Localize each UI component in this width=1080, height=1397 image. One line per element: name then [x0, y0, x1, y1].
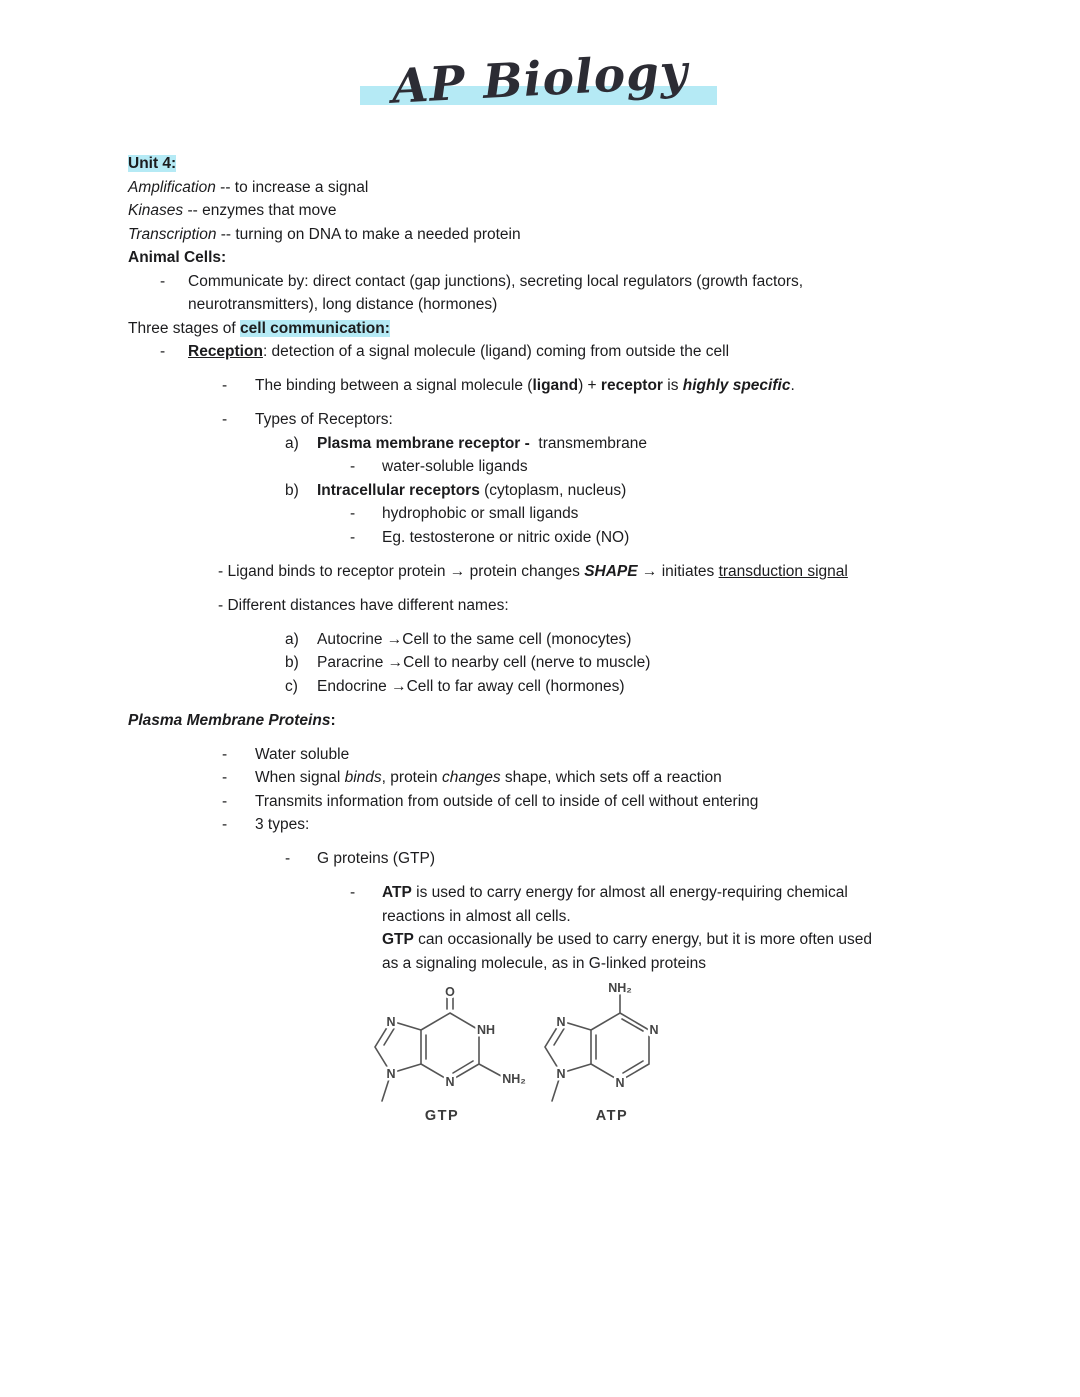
note-block — [128, 847, 1010, 871]
line-text — [128, 709, 336, 733]
text-run: 3 types: — [255, 816, 310, 833]
text-run: reactions in almost all cells. — [382, 907, 571, 925]
note-line — [128, 905, 1010, 929]
text-run: Amplification — [128, 178, 216, 196]
note-line — [128, 813, 1010, 837]
text-run: - Different distances have different names: — [218, 596, 509, 614]
atp-atom-n9: N — [556, 1067, 566, 1081]
note-line — [128, 408, 1010, 432]
text-run: Water soluble — [255, 745, 350, 763]
note-block — [128, 881, 1010, 975]
page-title: AP Biology — [390, 44, 690, 115]
gtp-atom-n9: N — [386, 1067, 396, 1081]
line-text — [128, 317, 390, 341]
text-run: -- enzymes that move — [183, 202, 337, 219]
gtp-structure-diagram — [362, 979, 532, 1124]
line-text — [317, 651, 650, 675]
gtp-atom-n7: N — [386, 1015, 396, 1029]
text-run: Autocrine →Cell to the same cell (monocytes) — [317, 630, 632, 648]
text-run: ATP — [382, 884, 412, 901]
bullet-marker: c) — [285, 677, 298, 695]
text-run: -- to increase a signal — [215, 178, 369, 196]
text-run: Animal Cells: — [128, 249, 227, 266]
line-text — [317, 432, 647, 456]
bullet-marker: - — [160, 343, 166, 360]
bullet-marker: - — [222, 769, 228, 786]
bullet-marker: a) — [285, 434, 299, 452]
note-line — [128, 432, 1010, 456]
note-block — [128, 408, 1010, 549]
note-block — [128, 628, 1010, 699]
header — [128, 0, 1010, 152]
note-line — [128, 526, 1010, 550]
gtp-atom-nh2: NH₂ — [502, 1072, 526, 1086]
text-run: -- turning on DNA to make a needed protein — [216, 225, 521, 243]
line-text — [382, 952, 706, 976]
text-run: is — [662, 377, 683, 394]
note-line — [128, 766, 1010, 790]
note-line — [128, 628, 1010, 652]
line-text — [128, 223, 521, 247]
bullet-marker: - — [222, 377, 228, 394]
text-run: G proteins (GTP) — [317, 850, 435, 867]
note-block — [128, 560, 1010, 584]
atp-atom-n3: N — [615, 1076, 625, 1090]
note-line — [128, 790, 1010, 814]
text-run: - Ligand binds to receptor protein → protein changes — [218, 562, 585, 580]
text-run: binds — [344, 769, 382, 786]
atp-label: ATP — [595, 1108, 629, 1124]
line-text — [128, 152, 176, 176]
atp-atom-n1: N — [649, 1023, 659, 1037]
text-run: Transmits information from outside of cell to inside of cell without entering — [255, 792, 759, 810]
text-run: ) + — [578, 377, 601, 394]
text-run: Unit 4: — [128, 155, 177, 172]
text-run: ligand — [532, 377, 579, 394]
note-line — [128, 374, 1010, 398]
text-run: receptor — [600, 377, 663, 394]
gtp-atom-n3: N — [445, 1075, 455, 1089]
line-text — [382, 455, 528, 479]
text-run: : — [330, 711, 336, 729]
line-text — [317, 628, 631, 652]
note-line — [128, 594, 1010, 618]
text-run: Kinases — [128, 202, 184, 219]
text-run: Communicate by: direct contact (gap junctions), secreting local regulators (growth factors, — [188, 272, 804, 290]
gtp-atom-n1h: NH — [476, 1023, 496, 1037]
text-run: Types of Receptors: — [255, 411, 393, 428]
text-run: as a signaling molecule, as in G-linked proteins — [382, 954, 706, 972]
bullet-marker: - — [222, 745, 228, 763]
line-text — [255, 790, 758, 814]
text-run: Endocrine →Cell to far away cell (hormones) — [317, 677, 625, 695]
note-line — [128, 847, 1010, 871]
note-line — [128, 455, 1010, 479]
molecule-diagrams — [362, 979, 1010, 1124]
text-run: Plasma Membrane Proteins — [128, 711, 331, 729]
note-line — [128, 560, 1010, 584]
text-run: changes — [441, 769, 501, 786]
text-run: GTP — [382, 931, 414, 948]
text-run: → initiates — [637, 562, 719, 580]
note-block — [128, 743, 1010, 837]
gtp-atom-o: O — [445, 985, 455, 999]
note-line — [128, 675, 1010, 699]
note-line — [128, 270, 1010, 294]
text-run: highly specific — [682, 377, 791, 394]
line-text — [255, 743, 349, 767]
line-text — [317, 479, 626, 503]
line-text — [218, 594, 509, 618]
note-line — [128, 176, 1010, 200]
text-run: Plasma membrane receptor - — [317, 434, 535, 452]
bullet-marker: - — [222, 411, 228, 428]
note-block — [128, 709, 1010, 733]
line-text — [128, 199, 336, 223]
bullet-marker: - — [222, 792, 228, 810]
line-text — [188, 293, 497, 317]
text-run: : detection of a signal molecule (ligand) coming from outside the cell — [262, 343, 730, 360]
text-run: shape, which sets off a reaction — [500, 769, 722, 786]
text-run: hydrophobic or small ligands — [382, 505, 579, 522]
text-run: Reception — [188, 343, 263, 360]
bullet-marker: - — [285, 850, 291, 867]
note-line — [128, 152, 1010, 176]
note-line — [128, 246, 1010, 270]
text-run: cell communication: — [240, 319, 390, 337]
text-run: (cytoplasm, nucleus) — [479, 481, 627, 499]
line-text — [382, 502, 578, 526]
text-run: When signal — [255, 769, 345, 786]
text-run: is used to carry energy for almost all energy-requiring chemical — [411, 884, 848, 901]
text-run: . — [790, 377, 795, 394]
note-line — [128, 952, 1010, 976]
text-run: Paracrine →Cell to nearby cell (nerve to muscle) — [317, 654, 651, 671]
bullet-marker: - — [350, 884, 356, 901]
note-block — [128, 594, 1010, 618]
line-text — [188, 340, 729, 364]
line-text — [188, 270, 803, 294]
bullet-marker: - — [222, 816, 228, 833]
text-run: can occasionally be used to carry energy, but it is more often used — [413, 931, 872, 948]
note-line — [128, 881, 1010, 905]
line-text — [317, 847, 435, 871]
line-text — [382, 881, 848, 905]
line-text — [128, 246, 226, 270]
line-text — [255, 813, 309, 837]
atp-atom-nh2: NH₂ — [608, 981, 632, 995]
line-text — [382, 905, 571, 929]
notes — [128, 152, 1010, 975]
note-line — [128, 502, 1010, 526]
note-line — [128, 928, 1010, 952]
line-text — [218, 560, 848, 584]
text-run: Transcription — [128, 225, 217, 243]
note-block — [128, 152, 1010, 364]
note-line — [128, 479, 1010, 503]
note-line — [128, 709, 1010, 733]
text-run: Intracellular receptors — [317, 481, 480, 499]
text-run: Three stages of — [128, 319, 241, 337]
bullet-marker: - — [350, 528, 356, 546]
text-run: neurotransmitters), long distance (hormones) — [188, 296, 498, 313]
bullet-marker: a) — [285, 630, 299, 648]
line-text — [128, 176, 368, 200]
note-line — [128, 199, 1010, 223]
atp-structure-diagram — [532, 979, 702, 1124]
line-text — [382, 526, 629, 550]
text-run: , protein — [381, 769, 442, 786]
note-line — [128, 317, 1010, 341]
note-block — [128, 374, 1010, 398]
atp-atom-n7: N — [556, 1015, 566, 1029]
note-line — [128, 743, 1010, 767]
text-run: SHAPE — [584, 562, 638, 580]
text-run: water-soluble ligands — [382, 458, 528, 475]
bullet-marker: - — [160, 272, 166, 290]
note-line — [128, 651, 1010, 675]
text-run: Eg. testosterone or nitric oxide (NO) — [382, 528, 630, 546]
bullet-marker: - — [350, 505, 356, 522]
line-text — [317, 675, 625, 699]
text-run: transduction signal — [718, 562, 848, 580]
bullet-marker: b) — [285, 654, 299, 671]
gtp-label: GTP — [424, 1108, 460, 1124]
note-line — [128, 340, 1010, 364]
line-text — [382, 928, 872, 952]
text-run: The binding between a signal molecule ( — [255, 377, 533, 394]
line-text — [255, 374, 795, 398]
note-line — [128, 223, 1010, 247]
bullet-marker: b) — [285, 481, 299, 499]
bullet-marker: - — [350, 458, 356, 475]
text-run: transmembrane — [534, 434, 647, 452]
line-text — [255, 766, 722, 790]
line-text — [255, 408, 393, 432]
note-line — [128, 293, 1010, 317]
